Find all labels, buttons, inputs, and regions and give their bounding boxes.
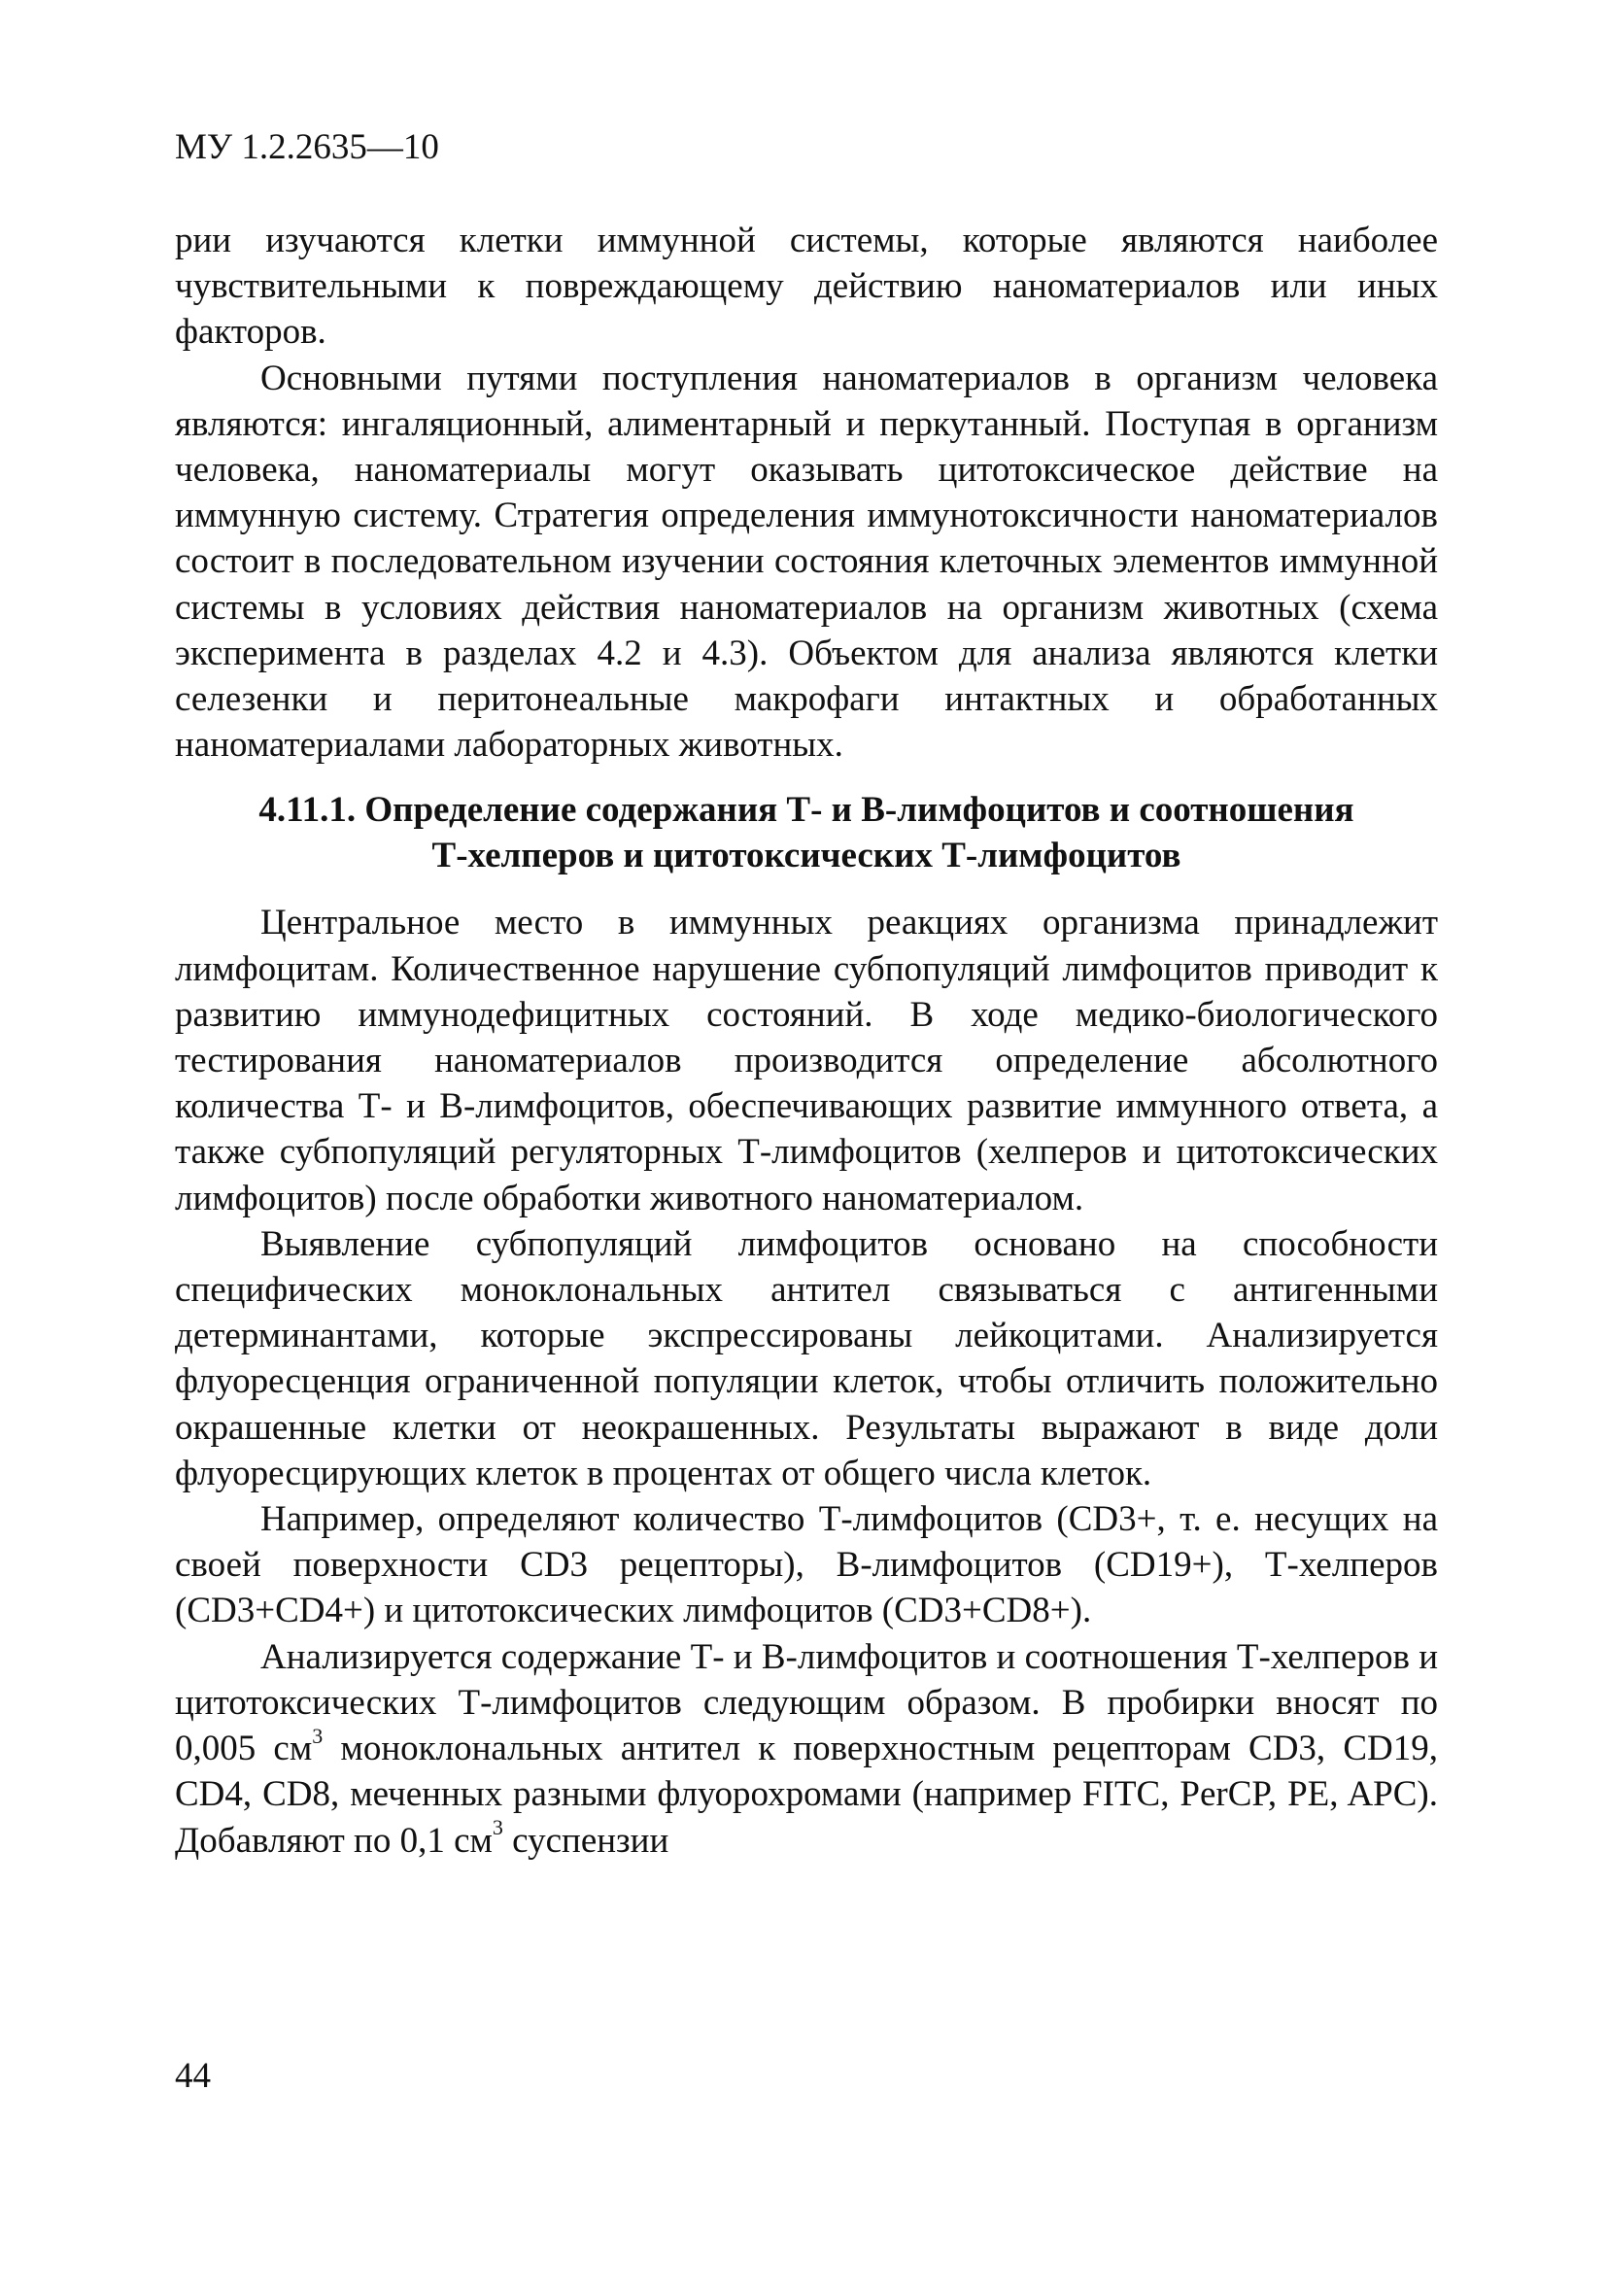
procedure-text-part-3: суспензии (502, 1820, 669, 1861)
section-heading-line-1: 4.11.1. Определение содержания Т- и В-лимфоцитов и соотношения (258, 790, 1354, 831)
running-header: МУ 1.2.2635—10 (175, 127, 439, 167)
paragraph-exposure-routes: Основными путями поступления наноматериалов в организм человека являются: ингаляционный, алиментарный и перкутанный. Поступая в организм человека, наноматериалы могут оказывать цитотоксическое действие на иммунную систему. Стратегия определения иммунотоксичности наноматериалов состоит в последовательном изучении состояния клеточных элементов иммунной системы в условиях действия наноматериалов на организм животных (схема эксперимента в разделах 4.2 и 4.3). Объектом для анализа являются клетки селезенки и перитонеальные макрофаги интактных и обработанных наноматериалами лабораторных животных. (175, 358, 1438, 766)
page-number: 44 (175, 2056, 211, 2096)
superscript-cubic-1: 3 (312, 1723, 324, 1748)
paragraph-analysis-procedure (175, 1634, 1438, 1864)
section-heading (175, 787, 1438, 878)
procedure-text-part-1: Анализируется содержание Т- и В-лимфоцитов и соотношения Т-хелперов и цитотоксических Т-лимфоцитов следующим образом. В пробирки вносят по 0,005 см (175, 1636, 1438, 1769)
procedure-text-part-2: моноклональных антител к поверхностным рецепторам CD3, CD19, CD4, CD8, меченных разными флуорохромами (например FITC, PerCP, PE, APC). Добавляют по 0,1 см (175, 1729, 1438, 1861)
paragraph-lymphocytes-role: Центральное место в иммунных реакциях организма принадлежит лимфоцитам. Количественное нарушение субпопуляций лимфоцитов приводит к развитию иммунодефицитных состояний. В ходе медико-биологического тестирования наноматериалов производится определение абсолютного количества Т- и В-лимфоцитов, обеспечивающих развитие иммунного ответа, а также субпопуляций регуляторных Т-лимфоцитов (хелперов и цитотоксических лимфоцитов) после обработки животного наноматериалом. (175, 903, 1438, 1218)
superscript-cubic-2: 3 (492, 1815, 503, 1840)
paragraph-continuation: рии изучаются клетки иммунной системы, которые являются наиболее чувствительными к повреждающему действию наноматериалов или иных факторов. (175, 221, 1438, 353)
paragraph-cd-markers-example: Например, определяют количество Т-лимфоцитов (CD3+, т. е. несущих на своей поверхности CD3 рецепторы), В-лимфоцитов (CD19+), Т-хелперов (CD3+CD4+) и цитотоксических лимфоцитов (CD3+CD8+). (175, 1499, 1438, 1631)
section-heading-line-2: Т-хелперов и цитотоксических Т-лимфоцитов (431, 836, 1181, 876)
paragraph-subpopulation-detection: Выявление субпопуляций лимфоцитов основано на способности специфических моноклональных антител связываться с антигенными детерминантами, которые экспрессированы лейкоцитами. Анализируется флуоресценция ограниченной популяции клеток, чтобы отличить положительно окрашенные клетки от неокрашенных. Результаты выражают в виде доли флуоресцирующих клеток в процентах от общего числа клеток. (175, 1223, 1438, 1493)
document-page (175, 126, 1438, 2215)
